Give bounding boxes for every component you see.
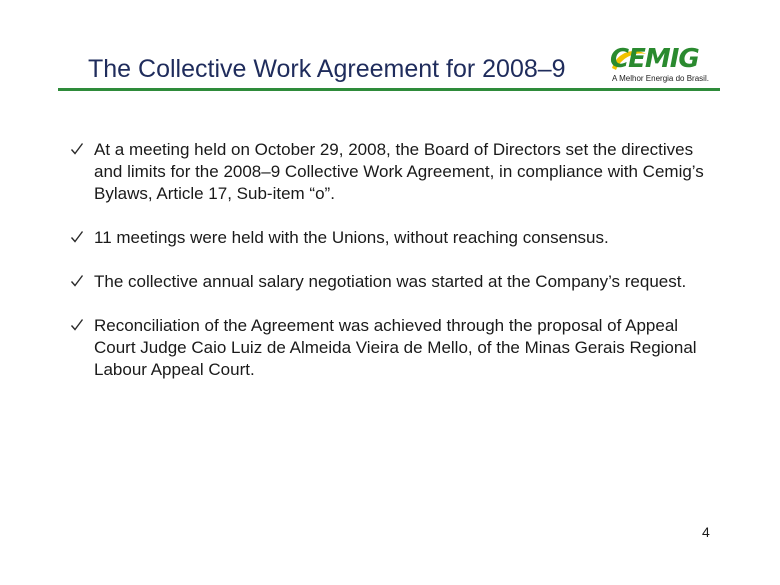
bullet-list	[70, 139, 710, 403]
checkmark-icon	[70, 273, 84, 289]
bullet-text: Reconciliation of the Agreement was achieved through the proposal of Appeal Court Judge Caio Luiz de Almeida Vieira de Mello, of the Minas Gerais Regional Labour Appeal Court.	[94, 316, 697, 379]
cemig-logo	[608, 44, 720, 88]
title-divider	[58, 88, 720, 91]
checkmark-icon	[70, 317, 84, 333]
bullet-item	[70, 227, 710, 249]
bullet-text: At a meeting held on October 29, 2008, the Board of Directors set the directives and limits for the 2008–9 Collective Work Agreement, in compliance with Cemig’s Bylaws, Article 17, Sub-item “o”.	[94, 140, 704, 203]
bullet-text: 11 meetings were held with the Unions, without reaching consensus.	[94, 228, 609, 247]
bullet-item	[70, 271, 710, 293]
logo-wordmark: CEMIG	[610, 44, 699, 74]
slide-title: The Collective Work Agreement for 2008–9	[88, 55, 566, 83]
page-number: 4	[702, 524, 710, 540]
logo-tagline: A Melhor Energia do Brasil.	[612, 74, 709, 83]
bullet-item	[70, 139, 710, 205]
bullet-item	[70, 315, 710, 381]
bullet-text: The collective annual salary negotiation was started at the Company’s request.	[94, 272, 687, 291]
checkmark-icon	[70, 229, 84, 245]
checkmark-icon	[70, 141, 84, 157]
